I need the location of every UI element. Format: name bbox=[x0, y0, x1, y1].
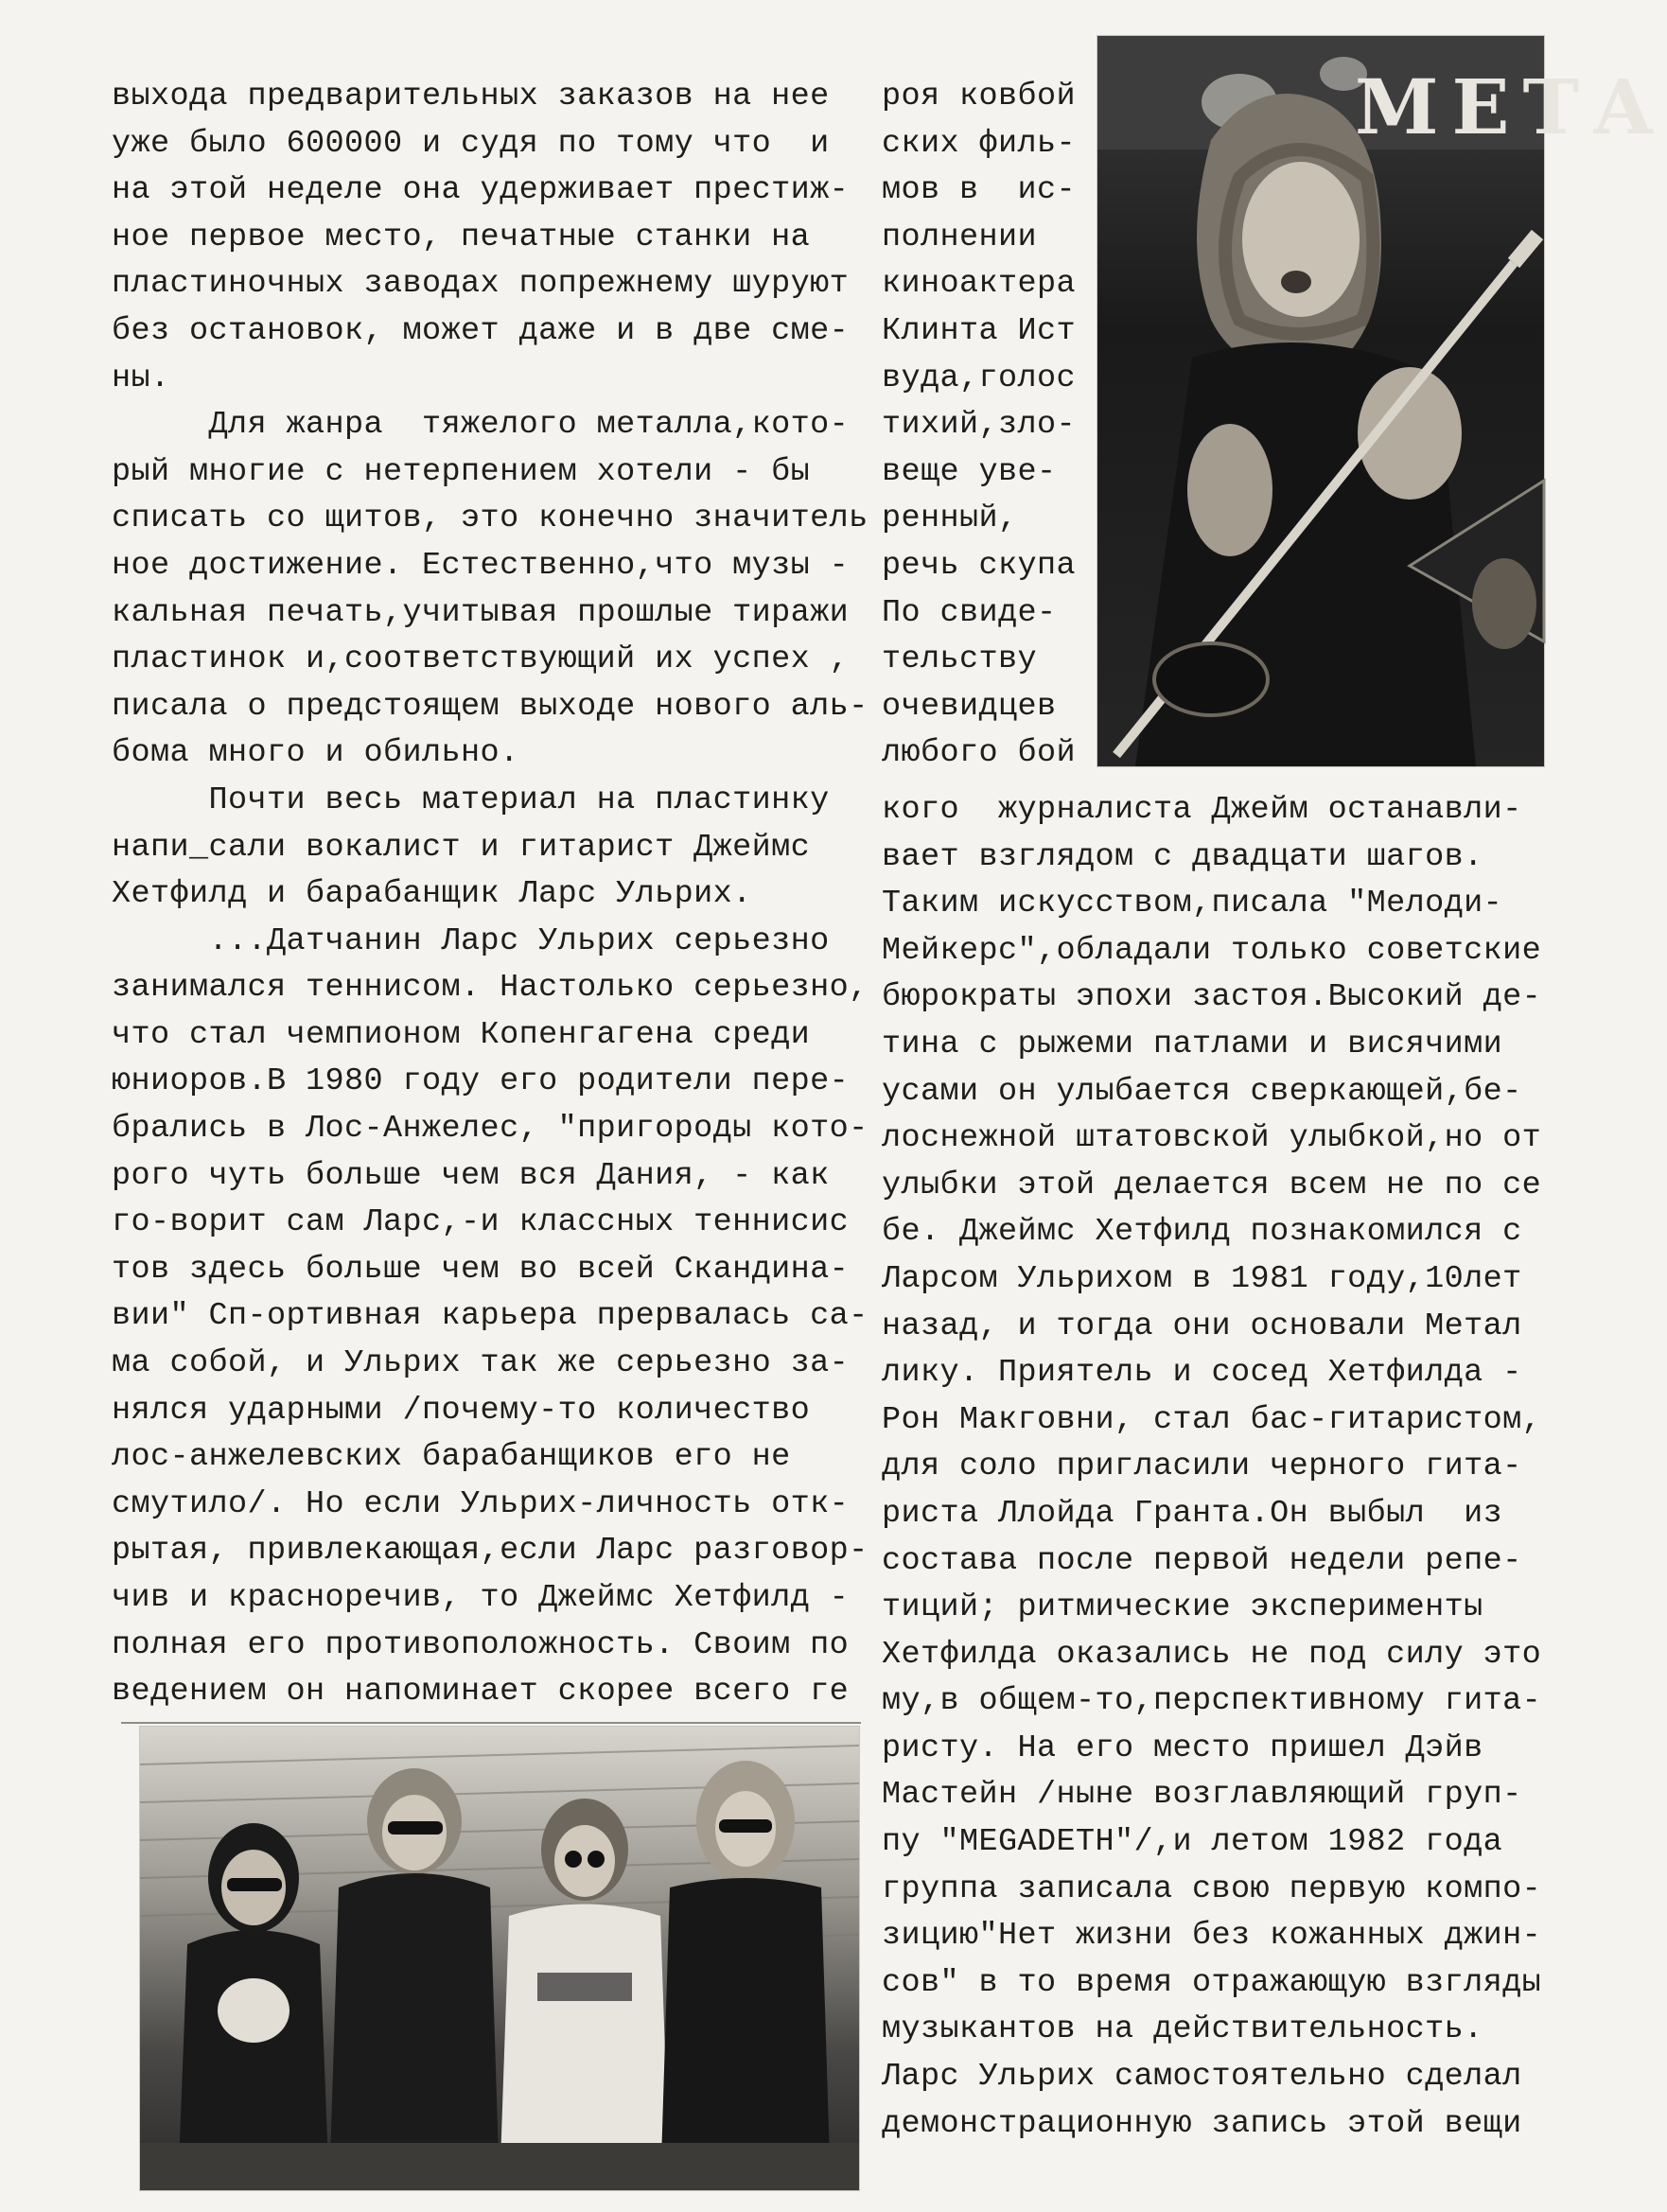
right-narrow-column-line: Клинта Ист bbox=[882, 312, 1077, 349]
left-text-column bbox=[112, 74, 869, 1716]
left-column-line: тов здесь больше чем во всей Скандина- bbox=[112, 1251, 850, 1288]
band-members-image bbox=[140, 1727, 859, 2190]
clipping-edge-line bbox=[121, 1722, 861, 1724]
left-column-line: без остановок, может даже и в две сме- bbox=[112, 312, 850, 349]
left-column-line: рытая, привлекающая,если Ларс разговор- bbox=[112, 1533, 869, 1570]
photo-band-group bbox=[140, 1727, 859, 2190]
photo-singer-guitarist bbox=[1097, 36, 1667, 766]
right-wide-column-line: кого журналиста Джейм останавли- bbox=[882, 792, 1522, 828]
left-column-line: пластинок и,соответствующий их успех , bbox=[112, 641, 850, 678]
right-narrow-column-line: вуда,голос bbox=[882, 360, 1077, 396]
right-narrow-column-line: любого бой bbox=[882, 735, 1077, 772]
left-column-line: рый многие с нетерпением хотели - бы bbox=[112, 453, 811, 490]
left-column-line: ...Датчанин Ларс Ульрих серьезно bbox=[112, 922, 830, 959]
left-column-line: напи_сали вокалист и гитарист Джеймс bbox=[112, 829, 811, 866]
left-column-line: го-ворит сам Ларс,-и классных теннисис bbox=[112, 1204, 850, 1241]
right-narrow-column-line: По свиде- bbox=[882, 594, 1057, 631]
right-narrow-column-line: мов в ис- bbox=[882, 172, 1077, 209]
left-column-line: выхода предварительных заказов на нее bbox=[112, 79, 830, 114]
right-narrow-column-line: тельству bbox=[882, 641, 1038, 678]
right-wide-text-column bbox=[882, 787, 1544, 2148]
left-column-line: смутило/. Но если Ульрих-личность отк- bbox=[112, 1485, 850, 1522]
right-wide-column-line: Рон Макговни, стал бас-гитаристом, bbox=[882, 1401, 1542, 1438]
left-column-line: Для жанра тяжелого металла,кото- bbox=[112, 407, 850, 444]
right-wide-column-line: для соло пригласили черного гита- bbox=[882, 1448, 1522, 1485]
left-column-line: уже было 600000 и судя по тому что и bbox=[112, 125, 830, 162]
right-wide-column-line: вает взглядом с двадцати шагов. bbox=[882, 838, 1483, 875]
left-column-line: рого чуть больше чем вся Дания, - как bbox=[112, 1157, 830, 1194]
left-column-line: нялся ударными /почему-то количество bbox=[112, 1392, 811, 1429]
right-wide-column-line: бюрократы эпохи застоя.Высокий де- bbox=[882, 979, 1542, 1016]
right-wide-column-line: бе. Джеймс Хетфилд познакомился с bbox=[882, 1214, 1522, 1251]
left-column-line: лос-анжелевских барабанщиков его не bbox=[112, 1439, 791, 1476]
right-wide-column-line: Таким искусством,писала "Мелоди- bbox=[882, 886, 1503, 922]
right-wide-column-line: назад, и тогда они основали Метал bbox=[882, 1308, 1522, 1344]
right-wide-column-line: сов" в то время отражающую взгляды bbox=[882, 1964, 1542, 2001]
left-column-line: что стал чемпионом Копенгагена среди bbox=[112, 1016, 811, 1053]
right-wide-column-line: лоснежной штатовской улыбкой,но от bbox=[882, 1120, 1542, 1157]
left-column-line: пластиночных заводах попрежнему шуруют bbox=[112, 266, 850, 303]
right-wide-column-line: группа записала свою первую компо- bbox=[882, 1870, 1542, 1907]
left-column-line: вии" Сп-ортивная карьера прервалась са- bbox=[112, 1298, 869, 1335]
left-column-line: Хетфилд и барабанщик Ларс Ульрих. bbox=[112, 876, 752, 913]
right-narrow-column-line: речь скупа bbox=[882, 547, 1077, 584]
right-wide-column-line: Мастейн /ныне возглавляющий груп- bbox=[882, 1777, 1522, 1814]
left-column-line: ны. bbox=[112, 360, 170, 396]
right-narrow-column-line: ренный, bbox=[882, 500, 1018, 537]
left-column-line: на этой неделе она удерживает престиж- bbox=[112, 172, 850, 209]
right-narrow-column-line: полнении bbox=[882, 219, 1038, 255]
right-wide-column-line: музыкантов на действительность. bbox=[882, 2011, 1483, 2048]
left-column-line: полная его противоположность. Своим по bbox=[112, 1626, 850, 1663]
left-column-line: ведением он напоминает скорее всего ге bbox=[112, 1674, 850, 1711]
left-column-line: брались в Лос-Анжелес, "пригороды кото- bbox=[112, 1111, 869, 1148]
right-wide-column-line: Хетфилда оказались не под силу это bbox=[882, 1636, 1542, 1673]
right-wide-column-line: лику. Приятель и сосед Хетфилда - bbox=[882, 1355, 1522, 1392]
left-column-line: ное достижение. Естественно,что музы - bbox=[112, 547, 850, 584]
right-wide-column-line: пу "MEGADETH"/,и летом 1982 года bbox=[882, 1824, 1503, 1861]
right-wide-column-line: усами он улыбается сверкающей,бе- bbox=[882, 1073, 1522, 1110]
left-column-line: ма собой, и Ульрих так же серьезно за- bbox=[112, 1345, 850, 1382]
right-narrow-text-column bbox=[882, 74, 1109, 778]
left-column-line: бома много и обильно. bbox=[112, 735, 519, 772]
right-wide-column-line: ристу. На его место пришел Дэйв bbox=[882, 1729, 1483, 1766]
left-column-line: юниоров.В 1980 году его родители пере- bbox=[112, 1063, 850, 1100]
right-wide-column-line: зицию"Нет жизни без кожанных джин- bbox=[882, 1918, 1542, 1955]
right-wide-column-line: Ларс Ульрих самостоятельно сделал bbox=[882, 2059, 1522, 2096]
left-column-line: чив и красноречив, то Джеймс Хетфилд - bbox=[112, 1580, 850, 1616]
left-column-line: Почти весь материал на пластинку bbox=[112, 781, 830, 818]
photo-stage-sign: МЕТА bbox=[1355, 62, 1667, 151]
left-column-line: ное первое место, печатные станки на bbox=[112, 219, 811, 255]
left-column-line: кальная печать,учитывая прошлые тиражи bbox=[112, 594, 850, 631]
right-wide-column-line: тина с рыжеми патлами и висячими bbox=[882, 1026, 1503, 1062]
left-column-line: списать со щитов, это конечно значитель bbox=[112, 500, 869, 537]
right-narrow-column-line: очевидцев bbox=[882, 688, 1057, 725]
right-wide-column-line: му,в общем-то,перспективному гита- bbox=[882, 1683, 1542, 1720]
right-wide-column-line: тиций; ритмические эксперименты bbox=[882, 1589, 1483, 1626]
right-wide-column-line: риста Ллойда Гранта.Он выбыл из bbox=[882, 1495, 1503, 1532]
right-narrow-column-line: киноактера bbox=[882, 266, 1077, 303]
right-wide-column-line: демонстрационную запись этой вещи bbox=[882, 2105, 1522, 2142]
right-narrow-column-line: веще уве- bbox=[882, 453, 1057, 490]
left-column-line: писала о предстоящем выходе нового аль- bbox=[112, 688, 869, 725]
left-column-line: занимался теннисом. Настолько серьезно, bbox=[112, 970, 869, 1007]
right-wide-column-line: Ларсом Ульрихом в 1981 году,10лет bbox=[882, 1260, 1522, 1297]
right-wide-column-line: состава после первой недели репе- bbox=[882, 1542, 1522, 1579]
right-wide-column-line: Мейкерс",обладали только советские bbox=[882, 932, 1542, 969]
right-narrow-column-line: роя ковбой bbox=[882, 79, 1077, 114]
right-narrow-column-line: тихий,зло- bbox=[882, 407, 1077, 444]
right-wide-column-line: улыбки этой делается всем не по се bbox=[882, 1167, 1542, 1203]
right-narrow-column-line: ских филь- bbox=[882, 125, 1077, 162]
